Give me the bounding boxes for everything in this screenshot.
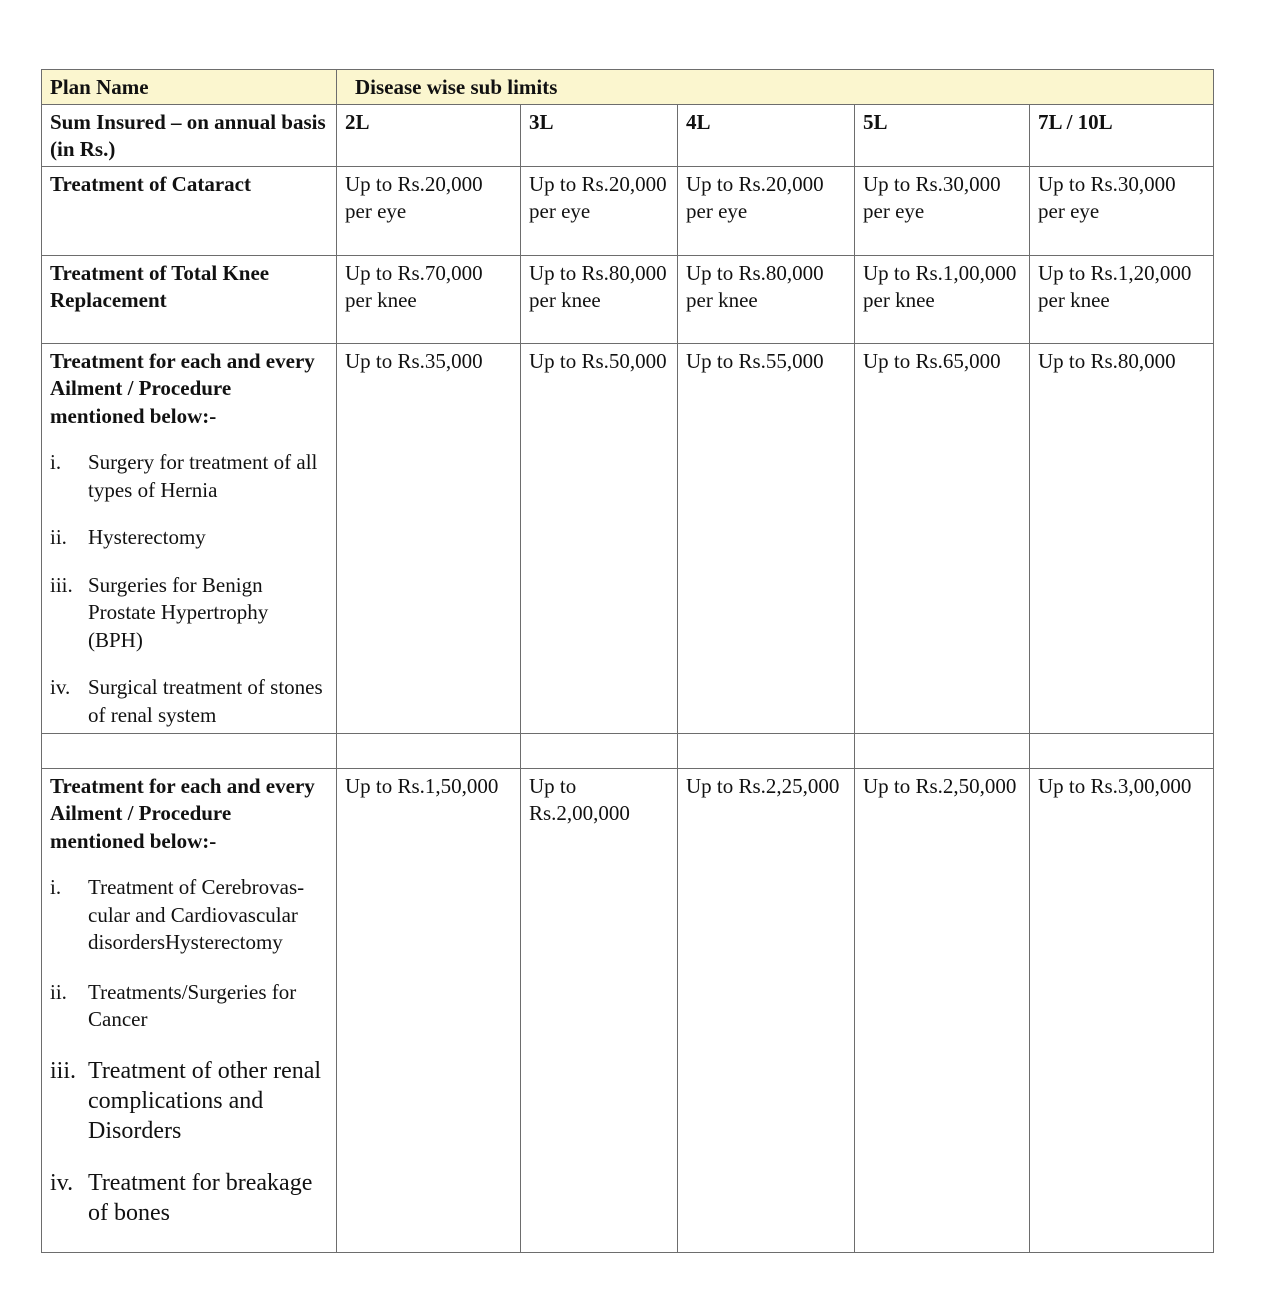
list-item-text: Treatment of Cerebrovas-cular and Cardiovascular disordersHysterectomy <box>88 875 305 954</box>
disease-sub-limits-header: Disease wise sub limits <box>337 70 1214 105</box>
group-a-limit-3l: Up to Rs.50,000 <box>521 343 678 733</box>
group-b-limit-3l: Up to Rs.2,00,000 <box>521 768 678 1252</box>
list-item-number: iv. <box>50 675 71 699</box>
cataract-limit-4l: Up to Rs.20,000 per eye <box>678 166 855 255</box>
list-item-number: iii. <box>50 572 73 597</box>
list-item <box>50 449 328 504</box>
group-b-limit-5l: Up to Rs.2,50,000 <box>855 768 1030 1252</box>
group-a-limit-5l: Up to Rs.65,000 <box>855 343 1030 733</box>
list-item <box>50 1168 328 1228</box>
group-a-limit-2l: Up to Rs.35,000 <box>337 343 521 733</box>
list-item-number: iii. <box>50 1057 77 1084</box>
knee-limit-5l: Up to Rs.1,00,000 per knee <box>855 255 1030 343</box>
ailment-group-b-list <box>50 874 328 1228</box>
group-b-limit-4l: Up to Rs.2,25,000 <box>678 768 855 1252</box>
cataract-limit-7l-10l: Up to Rs.30,000 per eye <box>1030 166 1214 255</box>
list-item-text: Treatment of other renal complications and Disorders <box>88 1057 322 1144</box>
ailment-group-a-label: Treatment for each and every Ailment / Procedure mentioned below:- <box>50 348 315 428</box>
list-item <box>50 572 328 655</box>
ailment-group-a-list <box>50 449 328 729</box>
group-a-limit-7l-10l: Up to Rs.80,000 <box>1030 343 1214 733</box>
list-item-number: iv. <box>50 1169 74 1196</box>
list-item <box>50 524 328 552</box>
empty-cell <box>521 733 678 768</box>
ailment-group-b-row <box>42 768 1214 1252</box>
disease-sub-limits-table <box>41 69 1214 1253</box>
knee-limit-4l: Up to Rs.80,000 per knee <box>678 255 855 343</box>
list-item-number: i. <box>50 875 62 899</box>
ailment-group-b-label: Treatment for each and every Ailment / Procedure mentioned below:- <box>50 773 315 853</box>
spacer-row <box>42 733 1214 768</box>
group-b-limit-7l-10l: Up to Rs.3,00,000 <box>1030 768 1214 1252</box>
sum-insured-label: Sum Insured – on annual basis (in Rs.) <box>42 104 337 166</box>
list-item-text: Surgeries for Benign Prostate Hypertrophy (BPH) <box>88 572 269 652</box>
list-item-number: ii. <box>50 979 67 1004</box>
cataract-limit-5l: Up to Rs.30,000 per eye <box>855 166 1030 255</box>
plan-7l-10l: 7L / 10L <box>1030 104 1214 166</box>
plan-2l: 2L <box>337 104 521 166</box>
group-b-limit-2l: Up to Rs.1,50,000 <box>337 768 521 1252</box>
ailment-group-a-cell <box>42 343 337 733</box>
list-item <box>50 1056 328 1146</box>
knee-replacement-row <box>42 255 1214 343</box>
ailment-group-a-row <box>42 343 1214 733</box>
list-item-text: Surgical treatment of stones of renal system <box>88 675 323 727</box>
plan-4l: 4L <box>678 104 855 166</box>
empty-cell <box>678 733 855 768</box>
knee-limit-3l: Up to Rs.80,000 per knee <box>521 255 678 343</box>
group-a-limit-4l: Up to Rs.55,000 <box>678 343 855 733</box>
empty-cell <box>337 733 521 768</box>
list-item-text: Hysterectomy <box>88 525 206 549</box>
list-item-number: i. <box>50 450 62 474</box>
knee-limit-2l: Up to Rs.70,000 per knee <box>337 255 521 343</box>
list-item-text: Treatments/Surgeries for Cancer <box>88 979 297 1031</box>
list-item <box>50 674 328 729</box>
knee-limit-7l-10l: Up to Rs.1,20,000 per knee <box>1030 255 1214 343</box>
cataract-label: Treatment of Cataract <box>42 166 337 255</box>
list-item-number: ii. <box>50 525 67 549</box>
sum-insured-row <box>42 104 1214 166</box>
ailment-group-b-cell <box>42 768 337 1252</box>
cataract-limit-2l: Up to Rs.20,000 per eye <box>337 166 521 255</box>
list-item <box>50 874 328 957</box>
table-header-row <box>42 70 1214 105</box>
sub-limits-document <box>41 69 1213 1253</box>
empty-cell <box>855 733 1030 768</box>
list-item <box>50 979 328 1034</box>
cataract-row <box>42 166 1214 255</box>
list-item-text: Treatment for breakage of bones <box>88 1169 313 1226</box>
cataract-limit-3l: Up to Rs.20,000 per eye <box>521 166 678 255</box>
plan-3l: 3L <box>521 104 678 166</box>
plan-name-header: Plan Name <box>42 70 337 105</box>
plan-5l: 5L <box>855 104 1030 166</box>
knee-replacement-label: Treatment of Total Knee Replacement <box>42 255 337 343</box>
empty-cell <box>42 733 337 768</box>
list-item-text: Surgery for treatment of all types of Hernia <box>88 450 318 502</box>
empty-cell <box>1030 733 1214 768</box>
